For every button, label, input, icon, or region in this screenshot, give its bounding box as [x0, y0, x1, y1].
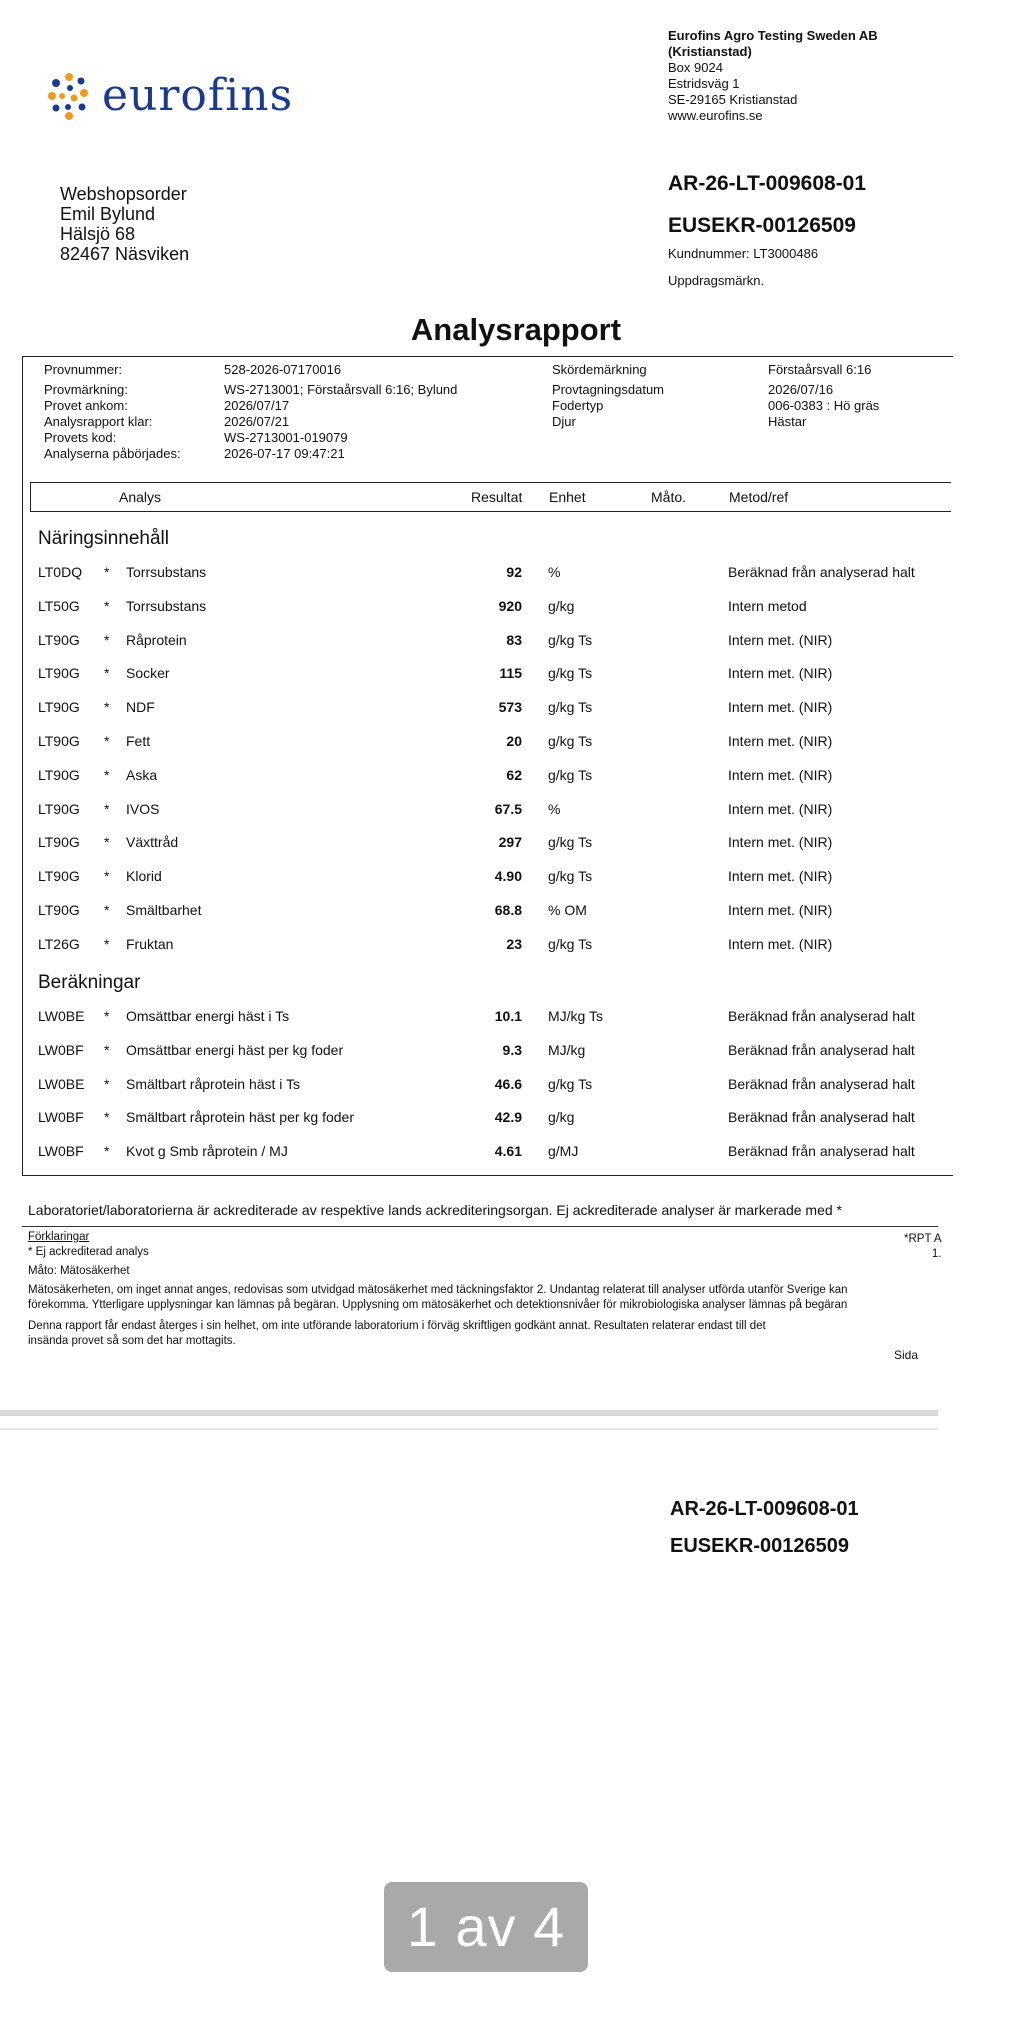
table-row [22, 590, 952, 624]
non-accredited-marker: * [104, 665, 110, 682]
harvest-info-values [768, 362, 879, 430]
sample-info-values [224, 362, 457, 462]
analysis-name: Fruktan [126, 935, 174, 952]
info-value: 2026/07/21 [224, 414, 290, 429]
method-ref: Beräknad från analyserad halt [728, 564, 915, 580]
analysis-code: LW0BF [38, 1041, 84, 1058]
table-row [22, 826, 952, 860]
method-ref: Beräknad från analyserad halt [728, 1008, 915, 1024]
company-location: (Kristianstad) [668, 44, 752, 59]
info-value: Förstaårsvall 6:16 [768, 362, 872, 377]
method-ref: Intern metod [728, 597, 807, 614]
report-title: Analysrapport [410, 312, 622, 347]
table-row [22, 657, 952, 691]
method-ref: Intern met. (NIR) [728, 935, 833, 952]
customer-address [60, 184, 189, 264]
result-unit: g/kg Ts [548, 631, 593, 648]
analysis-code: LT50G [38, 597, 80, 614]
order-id: EUSEKR-00126509 [668, 214, 856, 237]
analysis-name: Kvot g Smb råprotein / MJ [126, 1143, 288, 1160]
non-accredited-marker: * [104, 1008, 110, 1024]
company-web: www.eurofins.se [668, 108, 763, 123]
result-value: 23 [506, 935, 522, 952]
legend [28, 1230, 848, 1349]
info-label: Provnummer: [44, 362, 123, 377]
method-ref: Beräknad från analyserad halt [728, 1143, 915, 1160]
analysis-code: LT90G [38, 766, 80, 783]
non-accredited-marker: * [104, 1109, 110, 1126]
rpt-version: 1. [931, 1248, 942, 1260]
result-unit: g/MJ [548, 1143, 579, 1160]
non-accredited-marker: * [104, 1075, 110, 1092]
info-value: 2026-07-17 09:47:21 [224, 446, 345, 461]
table-row [22, 556, 952, 590]
table-row [22, 1068, 952, 1102]
analysis-code: LT0DQ [38, 564, 83, 580]
table-row [22, 793, 952, 827]
company-address [668, 28, 878, 124]
method-ref: Intern met. (NIR) [728, 902, 833, 918]
analysis-code: LT90G [38, 800, 80, 817]
analysis-name: Omsättbar energi häst i Ts [126, 1008, 290, 1024]
analysis-code: LT90G [38, 868, 80, 885]
footer-divider [22, 1226, 938, 1227]
analysis-name: NDF [126, 699, 155, 716]
customer-line: Webshopsorder [60, 184, 187, 204]
result-value: 115 [499, 665, 522, 682]
result-value: 920 [498, 597, 522, 614]
info-value: 2026/07/16 [768, 382, 834, 397]
legend-title: Förklaringar [28, 1231, 90, 1243]
info-label: Provet ankom: [44, 398, 128, 413]
eurofins-logo [44, 70, 293, 121]
info-label: Skördemärkning [552, 362, 647, 377]
result-value: 46.6 [494, 1075, 522, 1092]
non-accredited-marker: * [104, 1041, 110, 1058]
method-ref: Beräknad från analyserad halt [728, 1109, 915, 1126]
result-unit: g/kg Ts [548, 665, 593, 682]
analysis-code: LW0BE [38, 1008, 85, 1024]
uncertainty-note: Mätosäkerheten, om inget annat anges, redovisas som utvidgad mätosäkerhet med täckningsfaktor 2. Undantag relaterat till analyser utförda utanför Sverige kan [28, 1284, 848, 1296]
analysis-code: LW0BF [38, 1143, 84, 1160]
header-resultat: Resultat [471, 489, 523, 505]
assignment-label: Uppdragsmärkn. [668, 273, 765, 288]
method-ref: Intern met. (NIR) [728, 868, 833, 885]
method-ref: Intern met. (NIR) [728, 631, 833, 648]
result-unit: % OM [548, 902, 587, 918]
analysis-code: LT90G [38, 631, 80, 648]
header-analys: Analys [119, 489, 162, 505]
result-value: 9.3 [502, 1041, 522, 1058]
company-name: Eurofins Agro Testing Sweden AB [668, 28, 878, 43]
info-value: 528-2026-07170016 [224, 362, 342, 377]
non-accredited-marker: * [104, 902, 110, 918]
customer-number: Kundnummer: LT3000486 [668, 246, 819, 261]
logo-wordmark: eurofins [102, 70, 294, 121]
page-indicator: 1 av 4 [384, 1882, 588, 1972]
result-unit: g/kg Ts [548, 834, 593, 851]
result-value: 83 [506, 631, 522, 648]
non-accredited-marker: * [104, 631, 110, 648]
result-unit: g/kg [548, 597, 575, 614]
non-accredited-marker: * [104, 766, 110, 783]
non-accredited-marker: * [104, 868, 110, 885]
uncertainty-note: förekomma. Ytterligare upplysningar kan lämnas på begäran. Upplysning om mätosäkerhet och detektionsnivåer för mikrobiologiska analyser lämnas på begäran [28, 1299, 848, 1311]
table-row [22, 894, 952, 928]
table-row [22, 1000, 952, 1034]
non-accredited-marker: * [104, 564, 110, 580]
page-separator [0, 1410, 938, 1416]
info-value: 006-0383 : Hö gräs [768, 398, 880, 413]
result-value: 42.9 [494, 1109, 522, 1126]
info-label: Fodertyp [552, 398, 604, 413]
company-street: Estridsväg 1 [668, 76, 740, 91]
method-ref: Intern met. (NIR) [728, 699, 833, 716]
result-value: 92 [506, 564, 522, 580]
info-value: 2026/07/17 [224, 398, 290, 413]
method-ref: Beräknad från analyserad halt [728, 1075, 915, 1092]
non-accredited-marker: * [104, 1143, 110, 1160]
method-ref: Intern met. (NIR) [728, 834, 833, 851]
info-label: Analyserna påbörjades: [44, 446, 181, 461]
analysis-code: LW0BF [38, 1109, 84, 1126]
customer-line: Hälsjö 68 [60, 224, 136, 244]
non-accredited-marker: * [104, 800, 110, 817]
result-unit: g/kg Ts [548, 1075, 593, 1092]
method-ref: Intern met. (NIR) [728, 665, 833, 682]
sample-info-labels [44, 362, 181, 462]
header-enhet: Enhet [549, 489, 586, 505]
analysis-code: LT90G [38, 665, 80, 682]
analysis-code: LT90G [38, 834, 80, 851]
result-value: 10.1 [494, 1008, 522, 1024]
customer-line: Emil Bylund [60, 204, 156, 224]
info-label: Provmärkning: [44, 382, 128, 397]
analysis-name: Växttråd [126, 834, 179, 851]
page2-order-id: EUSEKR-00126509 [670, 1535, 849, 1557]
company-postal: SE-29165 Kristianstad [668, 92, 798, 107]
table-row [22, 1101, 952, 1135]
info-label: Djur [552, 414, 576, 429]
result-unit: % [548, 800, 561, 817]
page2-report-id: AR-26-LT-009608-01 [670, 1498, 859, 1520]
info-label: Provtagningsdatum [552, 382, 665, 397]
header-metod: Metod/ref [729, 489, 789, 505]
info-label: Provets kod: [44, 430, 117, 445]
analysis-name: Råprotein [126, 631, 187, 648]
non-accredited-marker: * [104, 597, 110, 614]
result-value: 4.61 [494, 1143, 522, 1160]
table-header [30, 482, 951, 512]
company-box: Box 9024 [668, 60, 723, 75]
customer-line: 82467 Näsviken [60, 244, 190, 264]
analysis-name: Aska [126, 766, 158, 783]
rpt-code [904, 1232, 942, 1262]
result-unit: g/kg Ts [548, 868, 593, 885]
accreditation-note: Laboratoriet/laboratorierna är ackrediterade av respektive lands ackrediteringsorgan. Ej ackrediterade analyser är markerade med * [28, 1202, 842, 1218]
result-value: 297 [498, 834, 522, 851]
analysis-name: Fett [126, 733, 151, 749]
result-value: 4.90 [494, 868, 522, 885]
result-unit: g/kg Ts [548, 733, 593, 749]
table-row [22, 691, 952, 725]
table-row [22, 725, 952, 759]
legend-mato: Måto: Mätosäkerhet [28, 1265, 130, 1277]
table-row [22, 759, 952, 793]
analysis-name: Torrsubstans [126, 564, 207, 580]
result-unit: g/kg [548, 1109, 575, 1126]
report-references [668, 172, 866, 288]
legend-star: * Ej ackrediterad analys [28, 1246, 149, 1258]
method-ref: Intern met. (NIR) [728, 733, 833, 749]
analysis-name: IVOS [126, 800, 160, 817]
analysis-name: Klorid [126, 868, 162, 885]
table-row [22, 1034, 952, 1068]
rpt-code-text: *RPT A [904, 1233, 942, 1245]
report-id: AR-26-LT-009608-01 [668, 172, 867, 195]
analysis-code: LW0BE [38, 1075, 85, 1092]
result-value: 67.5 [494, 800, 522, 817]
result-unit: g/kg Ts [548, 935, 593, 952]
result-value: 62 [506, 766, 522, 783]
non-accredited-marker: * [104, 733, 110, 749]
header-mato: Måto. [651, 489, 687, 505]
non-accredited-marker: * [104, 935, 110, 952]
result-value: 20 [506, 733, 522, 749]
analysis-name: Smältbart råprotein häst per kg foder [126, 1109, 355, 1126]
page2-references [670, 1498, 859, 1558]
analysis-code: LT90G [38, 902, 80, 918]
table-row [22, 1135, 952, 1169]
result-value: 68.8 [494, 902, 522, 918]
table-row [22, 860, 952, 894]
report-note: Denna rapport får endast återges i sin helhet, om inte utförande laboratorium i förväg skriftligen godkänt annat. Resultaten relaterar endast till det [28, 1320, 766, 1332]
result-unit: % [548, 564, 561, 580]
non-accredited-marker: * [104, 699, 110, 716]
page-label: Sida [894, 1348, 919, 1362]
analysis-code: LT90G [38, 699, 80, 716]
eurofins-logo-icon [44, 71, 94, 121]
method-ref: Intern met. (NIR) [728, 766, 833, 783]
analysis-name: Socker [126, 665, 170, 682]
result-unit: g/kg Ts [548, 766, 593, 783]
analysis-name: Omsättbar energi häst per kg foder [126, 1041, 344, 1058]
analysis-name: Smältbarhet [126, 902, 202, 918]
result-value: 573 [498, 699, 522, 716]
result-unit: MJ/kg Ts [548, 1008, 603, 1024]
result-unit: g/kg Ts [548, 699, 593, 716]
page-separator-shadow [0, 1428, 938, 1430]
harvest-info-labels [552, 362, 664, 430]
non-accredited-marker: * [104, 834, 110, 851]
table-row [22, 928, 952, 962]
method-ref: Intern met. (NIR) [728, 800, 833, 817]
section-title: Näringsinnehåll [38, 528, 169, 549]
section-title: Beräkningar [38, 972, 141, 993]
info-value: WS-2713001; Förstaårsvall 6:16; Bylund [224, 382, 458, 397]
info-value: Hästar [768, 414, 807, 429]
table-row [22, 624, 952, 658]
result-unit: MJ/kg [548, 1041, 586, 1058]
analysis-name: Smältbart råprotein häst i Ts [126, 1075, 301, 1092]
method-ref: Beräknad från analyserad halt [728, 1041, 915, 1058]
report-note: insända provet så som det har mottagits. [28, 1335, 236, 1347]
info-label: Analysrapport klar: [44, 414, 153, 429]
analysis-code: LT90G [38, 733, 80, 749]
analysis-code: LT26G [38, 935, 80, 952]
info-value: WS-2713001-019079 [224, 430, 348, 445]
analysis-name: Torrsubstans [126, 597, 207, 614]
